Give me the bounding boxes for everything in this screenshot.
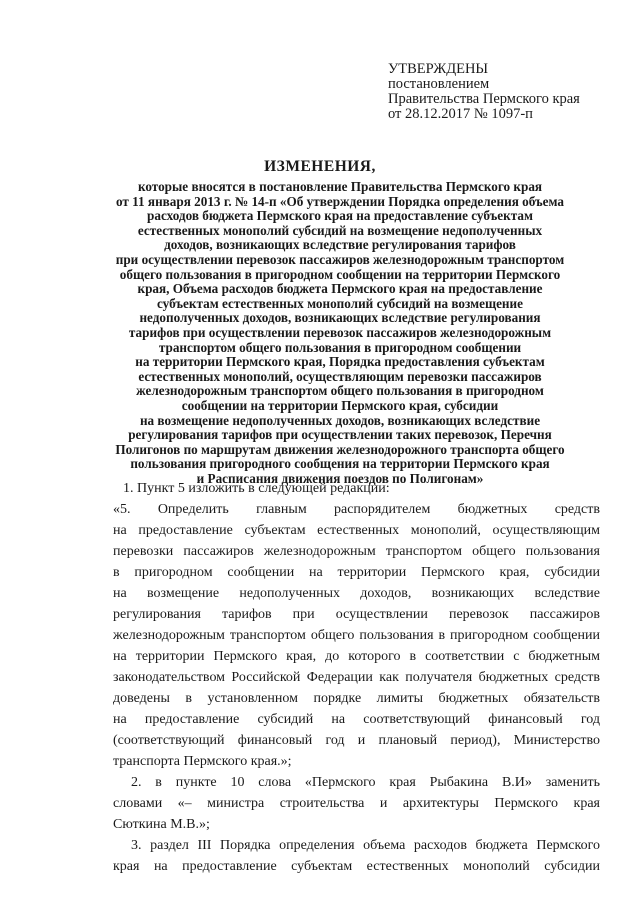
- heading-line: общего пользования в пригородном сообщении на территории Пермского: [119, 266, 561, 282]
- heading-line: Полигонов по маршрутам движения железнодорожного транспорта общего: [115, 441, 565, 457]
- document-body: [113, 478, 600, 877]
- heading-line: и Расписания движения поездов по Полигонам»: [196, 470, 484, 486]
- body-line: на предоставление субсидий на соответствующий финансовый год: [113, 712, 600, 727]
- body-line: перевозки пассажиров железнодорожным транспортом общего пользования: [113, 544, 600, 559]
- heading-line: тарифов при осуществлении перевозок пассажиров железнодорожным: [128, 324, 552, 340]
- body-line: словами «– министра строительства и архитектуры Пермского края: [113, 796, 600, 811]
- body-line: «5. Определить главным распорядителем бюджетных средств: [113, 502, 600, 517]
- heading-line: расходов бюджета Пермского края на предоставление субъектам: [147, 208, 533, 224]
- body-line: транспорта Пермского края.»;: [113, 754, 292, 769]
- approval-label: УТВЕРЖДЕНЫ: [388, 61, 489, 77]
- heading-line: субъектам естественных монополий субсидий на возмещение: [157, 295, 523, 311]
- body-line: регулирования тарифов при осуществлении перевозок пассажиров: [113, 607, 600, 622]
- heading-line: естественных монополий, осуществляющим перевозки пассажиров: [138, 368, 542, 384]
- heading-line: на территории Пермского края, Порядка предоставления субъектам: [135, 354, 545, 370]
- heading-line: при осуществлении перевозок пассажиров железнодорожным транспортом: [115, 251, 565, 267]
- body-line: железнодорожным транспортом общего пользования в пригородном сообщении: [113, 628, 600, 643]
- heading-line: пользования пригородного сообщения на территории Пермского края: [130, 456, 550, 472]
- body-line: края на предоставление субъектам естественных монополий субсидии: [113, 859, 600, 874]
- approval-stamp: [388, 62, 580, 122]
- heading-line: транспортом общего пользования в пригородном сообщении: [158, 339, 522, 355]
- heading-line: края, Объема расходов бюджета Пермского края на предоставление: [137, 281, 543, 297]
- heading-line: недополученных доходов, возникающих вследствие регулирования: [139, 310, 541, 326]
- heading-line: железнодорожным транспортом общего пользования в пригородном: [136, 383, 544, 399]
- paragraph-item-3: 3. раздел III Порядка определения объема расходов бюджета Пермского: [131, 838, 600, 853]
- approval-government: Правительства Пермского края: [388, 91, 580, 107]
- body-line: (соответствующий финансовый год и плановый период), Министерство: [113, 733, 600, 748]
- document-title: ИЗМЕНЕНИЯ,: [264, 158, 376, 175]
- body-line: законодательством Российской Федерации как получателя бюджетных средств: [113, 670, 600, 685]
- body-line: на территории Пермского края, до которого в соответствии с бюджетным: [113, 649, 600, 664]
- body-line: в пригородном сообщении на территории Пермского края, субсидии: [113, 565, 600, 580]
- heading-line: от 11 января 2013 г. № 14-п «Об утверждении Порядка определения объема: [115, 193, 565, 209]
- document-heading: [60, 180, 620, 486]
- paragraph-item-1: 1. Пункт 5 изложить в следующей редакции:: [123, 481, 390, 496]
- heading-line: сообщении на территории Пермского края, субсидии: [181, 397, 499, 413]
- heading-line: регулирования тарифов при осуществлении таких перевозок, Перечня: [128, 427, 552, 443]
- body-line: Сюткина М.В.»;: [113, 817, 210, 832]
- body-line: на возмещение недополученных доходов, возникающих вследствие: [113, 586, 600, 601]
- heading-line: естественных монополий субсидий на возмещение недополученных: [137, 222, 543, 238]
- approval-by-resolution: постановлением: [388, 76, 490, 92]
- heading-line: которые вносятся в постановление Правительства Пермского края: [137, 179, 543, 194]
- body-line: на предоставление субъектам естественных монополий, осуществляющим: [113, 523, 600, 538]
- heading-line: на возмещение недополученных доходов, возникающих вследствие: [139, 412, 541, 428]
- paragraph-item-2: 2. в пункте 10 слова «Пермского края Рыбакина В.И» заменить: [131, 775, 600, 790]
- body-line: доведены в установленном порядке лимиты бюджетных обязательств: [113, 691, 600, 706]
- approval-date-number: от 28.12.2017 № 1097-п: [388, 106, 533, 122]
- heading-line: доходов, возникающих вследствие регулирования тарифов: [164, 237, 516, 253]
